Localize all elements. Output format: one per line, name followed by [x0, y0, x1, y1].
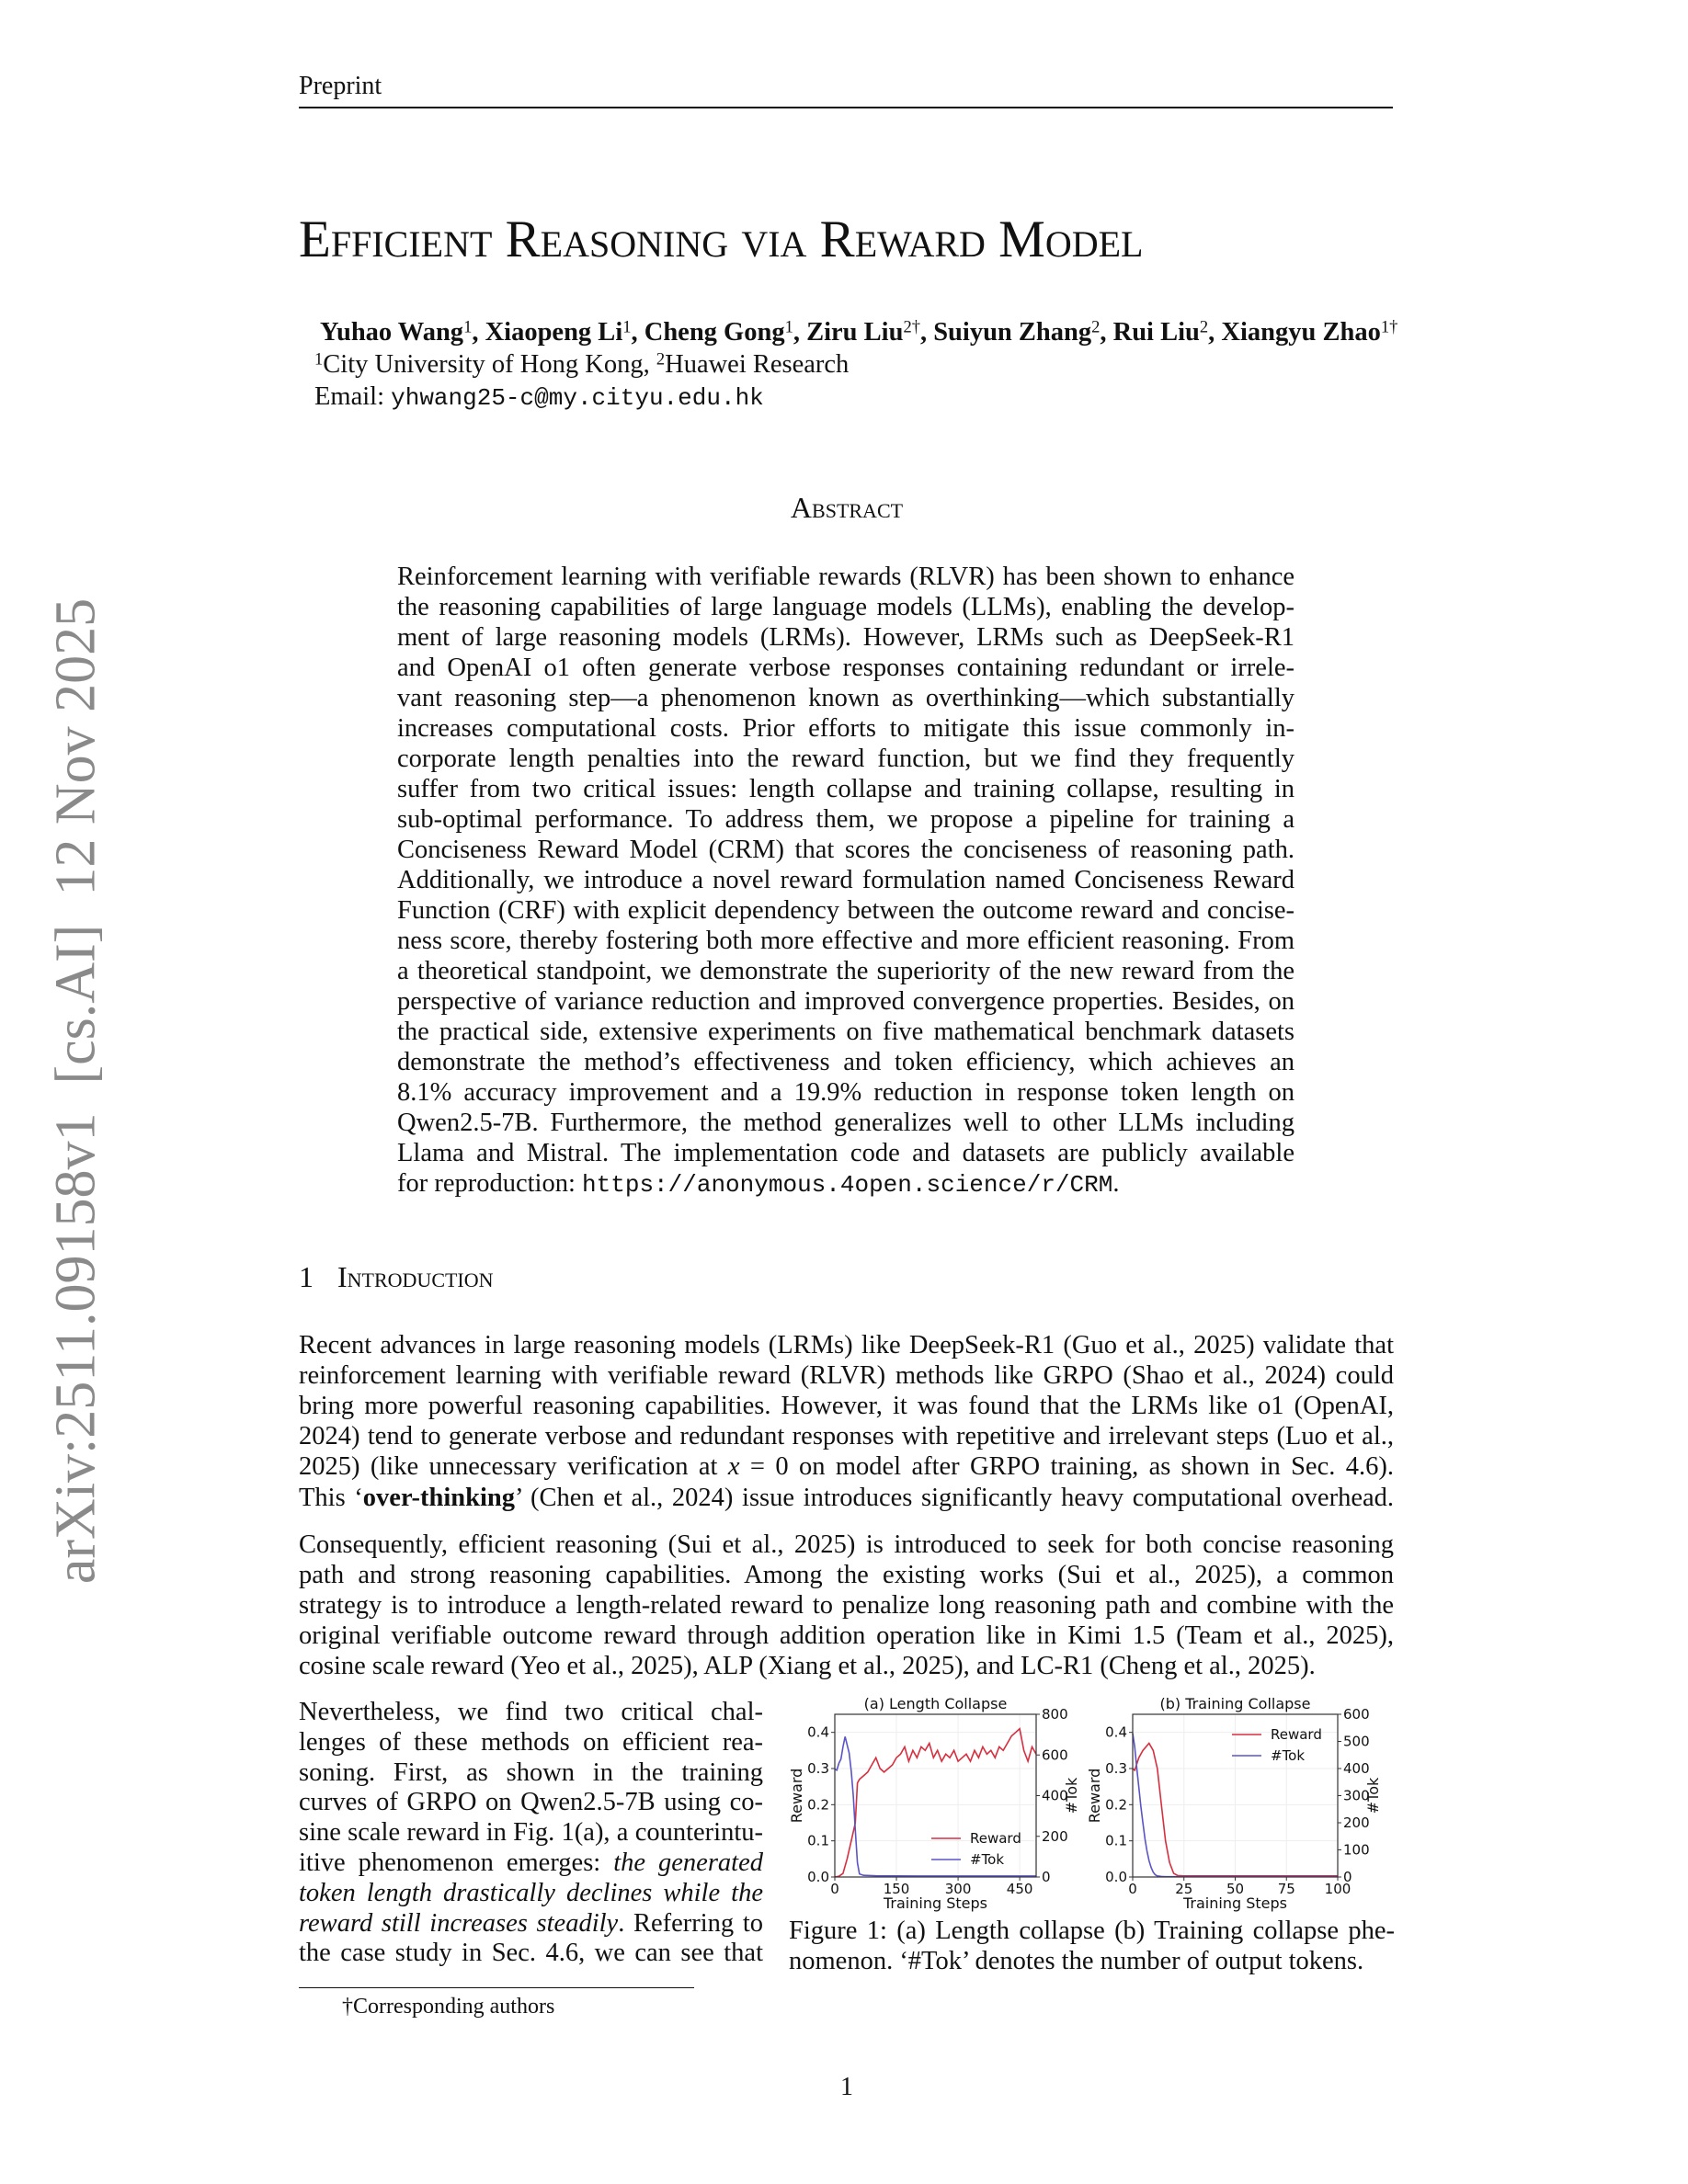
text-span: a theoretical standpoint, we demonstrate the superiority of the new reward from the [397, 957, 1295, 985]
section-title: Introduction [337, 1260, 494, 1293]
header-rule [299, 107, 1393, 108]
text-line [397, 622, 1295, 653]
emphasis-text: reward still increases steadily [299, 1908, 619, 1938]
text-line [397, 926, 1295, 956]
y2-tick-label: 0 [1343, 1869, 1352, 1885]
legend-label: #Tok [1271, 1747, 1306, 1764]
text-span: soning. First, as shown in the training [299, 1757, 763, 1787]
y2-tick-label: 200 [1042, 1827, 1068, 1845]
text-line [299, 1938, 763, 1968]
y2-tick-label: 800 [1042, 1706, 1068, 1723]
y2-tick-label: 200 [1343, 1814, 1370, 1831]
emphasis-text: x [727, 1452, 740, 1482]
text-span: sine scale reward in Fig. 1(a), a counterintu- [299, 1818, 763, 1848]
text-span: . [1112, 1169, 1120, 1198]
text-span: ness score, thereby fostering both more effective and more efficient reasoning. From [397, 927, 1295, 955]
chart-title: (a) Length Collapse [863, 1695, 1008, 1712]
text-line [299, 1848, 763, 1878]
text-span: for reproduction: [397, 1169, 583, 1198]
email-address[interactable]: yhwang25-c@my.cityu.edu.hk [391, 384, 764, 412]
text-span: perspective of variance reduction and improved convergence properties. Besides, on [397, 987, 1295, 1016]
chart-panel-a [831, 1714, 1040, 1881]
text-line [299, 1360, 1394, 1391]
author-affiliation-mark: 1 [463, 317, 473, 337]
emphasis-text: the generated [613, 1848, 763, 1877]
text-line [397, 1017, 1295, 1047]
text-span: sub-optimal performance. To address them, we propose a pipeline for training a [397, 805, 1295, 834]
text-span: Additionally, we introduce a novel reward formulation named Conciseness Reward [397, 866, 1295, 894]
abstract-heading: Abstract [790, 491, 904, 524]
text-line [299, 1421, 1394, 1451]
text-line [299, 1817, 763, 1848]
y-tick-label: 0.3 [1105, 1760, 1127, 1777]
y-axis-label: Reward [788, 1768, 805, 1824]
footnote: †Corresponding authors [342, 1995, 555, 2019]
url-link[interactable]: https://anonymous.4open.science/r/CRM [582, 1171, 1113, 1199]
text-line [299, 1757, 763, 1788]
text-span: the practical side, extensive experiments on five mathematical benchmark datasets [397, 1018, 1295, 1046]
text-line [299, 1697, 763, 1727]
text-line [397, 1138, 1295, 1168]
text-span: path and strong reasoning capabilities. Among the existing works (Sui et al., 2025), a common [299, 1561, 1394, 1590]
text-span: Consequently, efficient reasoning (Sui et al., 2025) is introduced to seek for both concise reasoning [299, 1530, 1394, 1559]
y-tick-label: 0.0 [807, 1869, 829, 1885]
text-line [397, 835, 1295, 865]
y-tick-label: 0.4 [807, 1723, 829, 1741]
text-line [397, 592, 1295, 622]
y-tick-label: 0.1 [1105, 1832, 1127, 1849]
text-line [299, 1451, 1394, 1482]
text-line [397, 1077, 1295, 1108]
text-line [397, 986, 1295, 1017]
text-span: curves of GRPO on Qwen2.5-7B using co- [299, 1788, 763, 1817]
author-affiliation-mark: 1 [622, 317, 632, 337]
text-span: Qwen2.5-7B. Furthermore, the method generalizes well to other LLMs including [397, 1109, 1295, 1137]
emphasis-text: over-thinking [362, 1483, 516, 1512]
x-tick-label: 25 [1175, 1881, 1193, 1897]
y2-tick-label: 400 [1343, 1760, 1370, 1777]
text-line [397, 1047, 1295, 1077]
y-tick-label: 0.4 [1105, 1723, 1127, 1741]
text-line [397, 895, 1295, 926]
text-line [299, 1621, 1394, 1651]
text-line [299, 1530, 1394, 1560]
text-span: Conciseness Reward Model (CRM) that scores the conciseness of reasoning path. [397, 836, 1295, 864]
text-span: original verifiable outcome reward through addition operation like in Kimi 1.5 (Team et al., 2025), [299, 1621, 1394, 1651]
text-span: Recent advances in large reasoning models (LRMs) like DeepSeek-R1 (Guo et al., 2025) validate that [299, 1331, 1394, 1359]
y2-axis-label: #Tok [1063, 1777, 1080, 1814]
affiliation-name: Huawei Research [665, 350, 850, 379]
text-span: This ‘ [299, 1483, 363, 1512]
text-line [299, 1908, 763, 1939]
y2-tick-label: 600 [1343, 1706, 1370, 1723]
text-line [397, 683, 1295, 713]
y2-tick-label: 400 [1042, 1787, 1068, 1804]
affiliation-name: City University of Hong Kong, [323, 350, 656, 379]
y-tick-label: 0.0 [1105, 1869, 1127, 1885]
y-tick-label: 0.1 [807, 1832, 829, 1849]
x-tick-label: 300 [944, 1881, 972, 1897]
author-affiliation-mark: 2 [1091, 317, 1101, 337]
text-span: bring more powerful reasoning capabilities. However, it was found that the LRMs like o1 (OpenAI, [299, 1392, 1394, 1421]
text-line [397, 956, 1295, 986]
author-name: Xiangyu Zhao [1221, 318, 1381, 347]
y-tick-label: 0.2 [1105, 1796, 1127, 1814]
text-line [397, 865, 1295, 895]
text-span: the case study in Sec. 4.6, we can see that [299, 1939, 763, 1968]
y2-tick-label: 100 [1343, 1841, 1370, 1859]
text-span: and OpenAI o1 often generate verbose responses containing redundant or irrele- [397, 654, 1295, 682]
affiliation-mark: 1 [314, 349, 324, 370]
x-tick-label: 0 [1128, 1881, 1137, 1897]
author-name: Suiyun Zhang [933, 318, 1092, 347]
text-line [397, 804, 1295, 835]
affiliations [314, 350, 849, 380]
legend-label: Reward [970, 1830, 1021, 1847]
text-span: Nevertheless, we find two critical chal- [299, 1698, 763, 1726]
paper-title: Efficient Reasoning via Reward Model [299, 210, 1144, 268]
text-line [789, 1946, 1395, 1976]
author-affiliation-mark: 2 [1199, 317, 1209, 337]
section-heading-introduction [299, 1260, 494, 1294]
legend-label: Reward [1271, 1726, 1322, 1743]
section-number: 1 [299, 1260, 314, 1293]
text-line [397, 562, 1295, 592]
text-line [397, 653, 1295, 683]
x-tick-label: 450 [1006, 1881, 1033, 1897]
author-name: Rui Liu [1112, 318, 1200, 347]
running-header: Preprint [299, 72, 382, 100]
text-span: vant reasoning step—a phenomenon known as overthinking—which substantially [397, 684, 1295, 712]
y2-axis-label: #Tok [1364, 1777, 1382, 1814]
text-span: suffer from two critical issues: length collapse and training collapse, resulting in [397, 775, 1295, 803]
footnote-rule [299, 1987, 694, 1988]
x-tick-label: 0 [830, 1881, 839, 1897]
text-span: 8.1% accuracy improvement and a 19.9% reduction in response token length on [397, 1078, 1295, 1107]
legend-label: #Tok [970, 1851, 1005, 1868]
author-name: Cheng Gong [644, 318, 785, 347]
text-span: itive phenomenon emerges: [299, 1848, 614, 1877]
author-name: Yuhao Wang [320, 318, 464, 347]
y-axis-label: Reward [1086, 1768, 1103, 1824]
x-axis-label: Training Steps [1183, 1894, 1287, 1912]
text-span: corporate length penalties into the reward function, but we find they frequently [397, 745, 1295, 773]
text-span: Llama and Mistral. The implementation code and datasets are publicly available [397, 1139, 1295, 1167]
text-span: Function (CRF) with explicit dependency between the outcome reward and concise- [397, 896, 1295, 925]
series-line-tok [835, 1736, 1036, 1876]
text-line [397, 774, 1295, 804]
text-line [299, 1560, 1394, 1590]
text-span: demonstrate the method’s effectiveness and token efficiency, which achieves an [397, 1048, 1295, 1076]
text-span: reinforcement learning with verifiable reward (RLVR) methods like GRPO (Shao et al., 2024) could [299, 1361, 1394, 1391]
y2-tick-label: 0 [1042, 1869, 1051, 1885]
text-line [397, 1168, 1295, 1199]
x-tick-label: 150 [883, 1881, 910, 1897]
text-span: increases computational costs. Prior efforts to mitigate this issue commonly in- [397, 714, 1295, 743]
text-span: Figure 1: (a) Length collapse (b) Training collapse phe- [789, 1917, 1395, 1945]
y2-tick-label: 300 [1343, 1787, 1370, 1804]
text-span: nomenon. ‘#Tok’ denotes the number of output tokens. [789, 1947, 1364, 1975]
page-number: 1 [840, 2073, 853, 2101]
text-span: strategy is to introduce a length-related reward to penalize long reasoning path and combine with the [299, 1591, 1394, 1621]
text-span: cosine scale reward (Yeo et al., 2025), ALP (Xiang et al., 2025), and LC-R1 (Cheng et al., 2025). [299, 1652, 1316, 1681]
text-span: 2025) (like unnecessary verification at [299, 1452, 728, 1482]
text-line [299, 1878, 763, 1908]
x-tick-label: 75 [1277, 1881, 1295, 1897]
text-line [397, 744, 1295, 774]
text-line [299, 1727, 763, 1757]
affiliation-mark: 2 [656, 349, 666, 370]
text-span: lenges of these methods on efficient rea- [299, 1727, 763, 1757]
series-line-reward [835, 1729, 1036, 1877]
x-tick-label: 50 [1226, 1881, 1245, 1897]
author-affiliation-mark: 1 [784, 317, 793, 337]
figure-1-charts [781, 1691, 1407, 1921]
x-axis-label: Training Steps [884, 1894, 987, 1912]
author-list: Yuhao Wang$^1$, Xiaopeng Li$^1$, Cheng Gong$^1$, Ziru Liu$^{2\dagger}$, Suiyun Zhang$^2$, Rui Liu$^2$, Xiangyu Zhao$^{1\dagger}$ [320, 317, 1398, 347]
axes-frame [835, 1714, 1036, 1877]
text-span: 2024) tend to generate verbose and redundant responses with repetitive and irrelevant steps (Luo et al., [299, 1422, 1394, 1451]
arxiv-identifier-stamp: arXiv:2511.09158v1 [cs.AI] 12 Nov 2025 [44, 597, 108, 1585]
email-label: Email: [314, 382, 392, 411]
emphasis-text: token length drastically declines while the [299, 1878, 763, 1907]
y-tick-label: 0.3 [807, 1760, 829, 1777]
text-line [397, 713, 1295, 744]
text-span: = 0 on model after GRPO training, as shown in Sec. 4.6). [739, 1452, 1394, 1482]
text-span: Reinforcement learning with verifiable rewards (RLVR) has been shown to enhance [397, 563, 1295, 591]
x-tick-label: 100 [1324, 1881, 1352, 1897]
text-span: ment of large reasoning models (LRMs). However, LRMs such as DeepSeek-R1 [397, 623, 1295, 652]
text-line [299, 1651, 1394, 1681]
text-span: . Referring to [618, 1908, 763, 1938]
text-line [299, 1391, 1394, 1421]
y2-tick-label: 600 [1042, 1746, 1068, 1764]
text-line [299, 1483, 1394, 1513]
author-name: Xiaopeng Li [485, 318, 623, 347]
text-line [397, 1108, 1295, 1138]
text-line [299, 1590, 1394, 1621]
text-span: ’ (Chen et al., 2024) issue introduces significantly heavy computational overhead. [515, 1483, 1394, 1512]
email-line [314, 382, 764, 412]
text-span: the reasoning capabilities of large language models (LLMs), enabling the develop- [397, 593, 1295, 621]
text-line [789, 1916, 1395, 1946]
author-affiliation-mark: 1† [1380, 317, 1398, 337]
text-line [299, 1787, 763, 1817]
author-affiliation-mark: 2† [903, 317, 920, 337]
text-line [299, 1330, 1394, 1360]
y2-tick-label: 500 [1343, 1733, 1370, 1750]
author-name: Ziru Liu [806, 318, 904, 347]
y-tick-label: 0.2 [807, 1796, 829, 1814]
chart-title: (b) Training Collapse [1159, 1695, 1311, 1712]
